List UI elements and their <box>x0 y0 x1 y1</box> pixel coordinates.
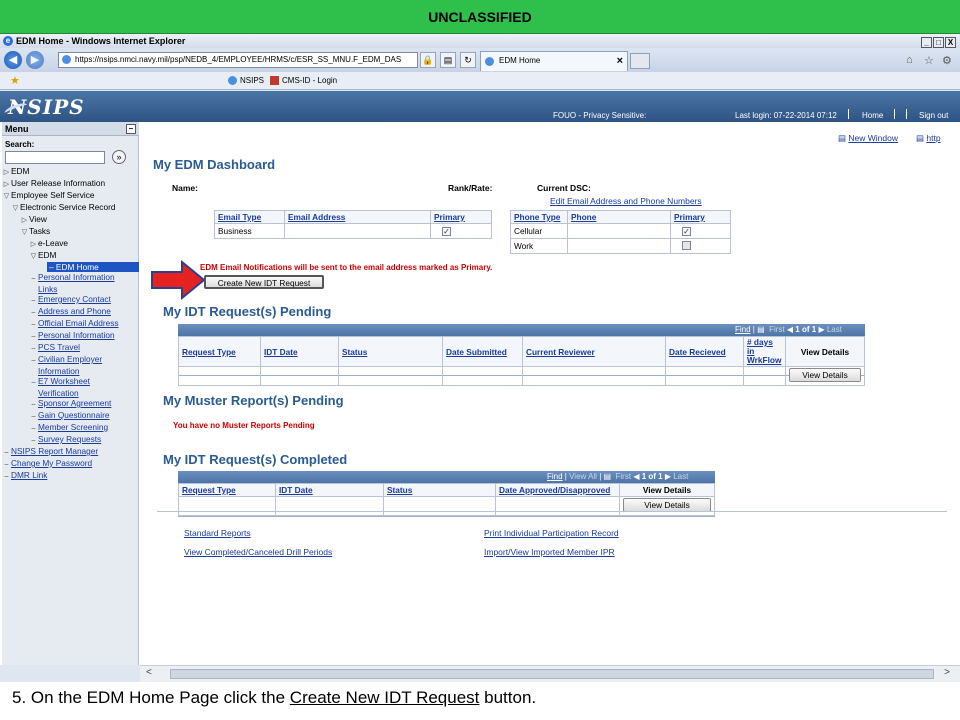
sidebar-item-label: User Release Information <box>11 178 106 188</box>
phone-type-cell: Cellular <box>511 224 568 239</box>
sidebar-item-label: Address and Phone <box>38 306 111 316</box>
address-toolbar <box>0 48 960 72</box>
cellular-primary-checkbox: ✓ <box>683 227 690 236</box>
pending-first-link[interactable]: First <box>769 325 785 334</box>
favorites-add-icon[interactable]: ★ <box>10 75 20 87</box>
email-type-header[interactable]: Email Type <box>215 211 285 224</box>
sidebar-item[interactable] <box>2 354 139 366</box>
email-address-cell <box>285 224 431 239</box>
no-muster-message: You have no Muster Reports Pending <box>173 421 315 430</box>
completed-section-title: My IDT Request(s) Completed <box>163 452 348 467</box>
sidebar-item-label: EDM <box>38 250 57 260</box>
next-page-icon[interactable]: ▶ <box>664 472 671 481</box>
browser-titlebar <box>0 34 960 48</box>
tree-dash-icon: – <box>4 449 9 456</box>
completed-grid-nav: Find | View All | ▤ First ◀ 1 of 1 ▶ Last <box>547 472 689 481</box>
edit-contact-link[interactable]: Edit Email Address and Phone Numbers <box>550 196 702 206</box>
email-primary-checkbox: ✓ <box>443 227 450 236</box>
tree-dash-icon: – <box>4 461 9 468</box>
sidebar-item-label: NSIPS Report Manager <box>11 446 99 456</box>
restore-button[interactable]: □ <box>933 37 944 48</box>
site-globe-icon <box>62 55 71 64</box>
col-days-in-workflow[interactable]: # days in WrkFlow <box>744 337 786 367</box>
pending-section-title: My IDT Request(s) Pending <box>163 304 332 319</box>
sidebar-item[interactable] <box>2 272 139 284</box>
completed-find-link[interactable]: Find <box>547 472 563 481</box>
email-notice: EDM Email Notifications will be sent to the email address marked as Primary. <box>200 263 493 272</box>
col-idt-date[interactable]: IDT Date <box>261 337 339 367</box>
signout-link[interactable]: Sign out <box>919 111 949 120</box>
minimize-button[interactable]: _ <box>921 37 932 48</box>
sidebar-item-label: Personal Information <box>38 330 115 340</box>
sidebar-item[interactable] <box>2 262 139 272</box>
download-icon[interactable]: ▤ <box>603 472 612 481</box>
col-request-type[interactable]: Request Type <box>179 337 261 367</box>
close-window-button[interactable]: X <box>945 37 956 48</box>
tree-dash-icon: – <box>31 413 36 420</box>
completed-viewall-link[interactable]: View All <box>569 472 597 481</box>
caption-button-name: Create New IDT Request <box>289 688 480 707</box>
page-content <box>0 91 960 665</box>
muster-section-title: My Muster Report(s) Pending <box>163 393 344 408</box>
table-row <box>511 224 731 239</box>
sidebar-item-label: EDM <box>11 166 30 176</box>
sidebar-item[interactable] <box>2 238 139 250</box>
favorites-bar <box>0 72 960 90</box>
nsips-logo: NSIPS <box>8 95 85 119</box>
email-address-header[interactable]: Email Address <box>285 211 431 224</box>
tree-dash-icon: – <box>4 473 9 480</box>
col-view-details: View Details <box>786 337 865 367</box>
col-view-details: View Details <box>620 484 715 497</box>
pending-last-link[interactable]: Last <box>826 325 842 334</box>
sidebar-item-label: Electronic Service Record <box>20 202 116 212</box>
red-arrow-icon <box>150 260 206 300</box>
col-idt-date[interactable]: IDT Date <box>276 484 384 497</box>
phone-number-cell <box>568 239 671 254</box>
compatibility-icon[interactable]: ▤ <box>440 52 456 68</box>
nsips-favicon-icon <box>228 76 237 85</box>
header-home-link[interactable]: Home <box>862 111 884 120</box>
tree-dash-icon: – <box>31 425 36 432</box>
col-status[interactable]: Status <box>339 337 443 367</box>
pending-range: 1 of 1 <box>795 325 817 334</box>
prev-page-icon[interactable]: ◀ <box>786 325 794 334</box>
phone-type-header[interactable]: Phone Type <box>511 211 568 224</box>
scroll-left-icon[interactable]: < <box>146 667 152 678</box>
tab-close-icon[interactable]: × <box>616 55 623 67</box>
browser-tab[interactable] <box>480 51 628 71</box>
tree-dash-icon: – <box>31 321 36 328</box>
download-icon[interactable]: ▤ <box>757 325 765 334</box>
tree-dash-icon: – <box>31 357 36 364</box>
favorites-star-icon[interactable]: ☆ <box>924 55 934 67</box>
col-date-received[interactable]: Date Recieved <box>666 337 744 367</box>
name-label: Name: <box>172 183 198 193</box>
favorite-nsips[interactable]: NSIPS <box>228 76 264 85</box>
email-table <box>214 210 492 239</box>
sidebar-item[interactable] <box>2 458 139 470</box>
window-controls <box>920 35 956 49</box>
phone-table <box>510 210 731 254</box>
scrollbar-thumb[interactable] <box>170 669 934 679</box>
tree-dash-icon: – <box>31 333 36 340</box>
sidebar-menu <box>2 122 139 665</box>
sidebar-item[interactable] <box>2 166 139 178</box>
sidebar-item-label: Information <box>38 366 80 376</box>
pending-view-details-button[interactable]: View Details <box>789 368 861 382</box>
menu-search-input[interactable] <box>5 151 105 164</box>
collapsed-arrow-icon: ▷ <box>21 217 28 224</box>
tree-dash-icon: – <box>31 297 36 304</box>
sidebar-item[interactable] <box>2 284 139 294</box>
col-request-type[interactable]: Request Type <box>179 484 276 497</box>
work-primary-checkbox <box>682 241 691 250</box>
pending-table <box>178 336 865 386</box>
sidebar-item-label: Emergency Contact <box>38 294 111 304</box>
instruction-caption: 5. On the EDM Home Page click the Create New IDT Request button. <box>12 688 537 707</box>
print-participation-record-link[interactable]: Print Individual Participation Record <box>484 528 619 538</box>
tab-title: EDM Home <box>499 56 541 65</box>
sidebar-item[interactable] <box>2 250 139 262</box>
sidebar-item-label: Tasks <box>29 226 51 236</box>
sidebar-item[interactable] <box>2 470 139 482</box>
tree-dash-icon: – <box>31 437 36 444</box>
sidebar-item[interactable] <box>2 398 139 410</box>
sidebar-item[interactable] <box>2 366 139 376</box>
divider <box>157 511 947 512</box>
search-go-icon[interactable]: » <box>112 150 126 164</box>
col-date-approved[interactable]: Date Approved/Disapproved <box>496 484 620 497</box>
tree-dash-icon: – <box>31 275 36 282</box>
sidebar-item-label: Verification <box>38 388 79 398</box>
sidebar-item[interactable] <box>2 388 139 398</box>
sidebar-item-label: Personal Information <box>38 272 115 282</box>
tree-dash-icon: – <box>31 345 36 352</box>
new-tab-button[interactable] <box>630 53 650 69</box>
main-panel <box>140 122 960 665</box>
next-page-icon[interactable]: ▶ <box>818 325 825 334</box>
menu-tree <box>2 166 139 482</box>
sidebar-item-label: Links <box>38 284 58 294</box>
sidebar-item[interactable] <box>2 294 139 306</box>
address-bar[interactable] <box>58 52 418 68</box>
table-row <box>179 367 865 386</box>
scroll-right-icon[interactable]: > <box>944 667 950 678</box>
sidebar-item[interactable] <box>2 422 139 434</box>
collapsed-arrow-icon: ▷ <box>3 181 10 188</box>
back-button[interactable]: ◀ <box>4 51 22 69</box>
sidebar-item-label: Gain Questionnaire <box>38 410 110 420</box>
sidebar-item-label: Official Email Address <box>38 318 119 328</box>
sidebar-item[interactable] <box>2 202 139 214</box>
tree-dash-icon: – <box>31 401 36 408</box>
rank-label: Rank/Rate: <box>448 183 493 193</box>
pending-find-link[interactable]: Find <box>735 325 751 334</box>
sidebar-item[interactable] <box>2 330 139 342</box>
last-login: Last login: 07-22-2014 07:12 <box>735 111 837 120</box>
new-window-link[interactable]: ▤ New Window <box>838 133 899 143</box>
lock-icon[interactable]: 🔒 <box>420 52 436 68</box>
help-link[interactable]: ▤ http <box>916 133 941 143</box>
sidebar-item-label: E7 Worksheet <box>38 376 90 386</box>
prev-page-icon[interactable]: ◀ <box>633 472 640 481</box>
table-row <box>215 224 492 239</box>
sidebar-item[interactable] <box>2 190 139 202</box>
sidebar-item-label: PCS Travel <box>38 342 80 352</box>
horizontal-scrollbar[interactable] <box>140 665 960 682</box>
expanded-arrow-icon: ▽ <box>3 193 10 200</box>
sidebar-item[interactable] <box>2 376 139 388</box>
completed-first-link[interactable]: First <box>615 472 632 481</box>
table-row <box>511 239 731 254</box>
sidebar-item-label: Sponsor Agreement <box>38 398 112 408</box>
home-icon[interactable]: ⌂ <box>906 54 913 66</box>
dsc-label: Current DSC: <box>537 183 591 193</box>
address-url: https://nsips.nmci.navy.mil/psp/NEDB_4/EMPLOYEE/HRMS/c/ESR_SS_MNU.F_EDM_DAS <box>75 55 402 64</box>
expanded-arrow-icon: ▽ <box>21 229 28 236</box>
completed-last-link[interactable]: Last <box>673 472 689 481</box>
tools-gear-icon[interactable]: ⚙ <box>942 55 952 67</box>
ie-logo-icon: e <box>3 36 13 46</box>
completed-range: 1 of 1 <box>641 472 663 481</box>
favorite-cms-id[interactable]: CMS-ID - Login <box>270 76 337 85</box>
phone-primary-header[interactable]: Primary <box>671 211 731 224</box>
sidebar-item[interactable] <box>2 214 139 226</box>
menu-header: Menu – <box>2 122 139 136</box>
classification-banner: UNCLASSIFIED <box>0 0 960 34</box>
create-new-idt-request-button[interactable]: Create New IDT Request <box>204 275 324 289</box>
sidebar-item-label: Member Screening <box>38 422 109 432</box>
fouo-notice: FOUO - Privacy Sensitive: <box>553 111 647 120</box>
sidebar-item-label: DMR Link <box>11 470 48 480</box>
sidebar-item-label: – EDM Home <box>47 262 139 272</box>
forward-button[interactable]: ▶ <box>26 51 44 69</box>
page-title: My EDM Dashboard <box>153 157 276 172</box>
col-date-submitted[interactable]: Date Submitted <box>443 337 523 367</box>
view-completed-drills-link[interactable]: View Completed/Canceled Drill Periods <box>184 547 333 557</box>
email-type-cell: Business <box>215 224 285 239</box>
phone-number-cell <box>568 224 671 239</box>
col-current-reviewer[interactable]: Current Reviewer <box>523 337 666 367</box>
collapse-menu-icon[interactable]: – <box>126 124 136 134</box>
sidebar-item-label: View <box>29 214 47 224</box>
search-label: Search: <box>5 140 35 149</box>
sidebar-item[interactable] <box>2 318 139 330</box>
sidebar-item-label: e-Leave <box>38 238 68 248</box>
sidebar-item[interactable] <box>2 434 139 446</box>
completed-view-details-button[interactable]: View Details <box>623 498 711 512</box>
tab-favicon-icon <box>485 57 494 66</box>
collapsed-arrow-icon: ▷ <box>30 241 37 248</box>
sidebar-item[interactable] <box>2 410 139 422</box>
sidebar-item[interactable] <box>2 446 139 458</box>
import-member-ipr-link[interactable]: Import/View Imported Member IPR <box>484 547 615 557</box>
standard-reports-link[interactable]: Standard Reports <box>184 528 251 538</box>
sidebar-item-label: Civilian Employer <box>38 354 103 364</box>
browser-window <box>0 34 960 682</box>
phone-type-cell: Work <box>511 239 568 254</box>
nsips-header <box>0 91 960 122</box>
phone-header[interactable]: Phone <box>568 211 671 224</box>
table-row <box>179 497 715 516</box>
col-status[interactable]: Status <box>384 484 496 497</box>
sidebar-item[interactable] <box>2 342 139 354</box>
tree-dash-icon: – <box>31 379 36 386</box>
pending-grid-nav: Find | ▤ First ◀ 1 of 1 ▶ Last <box>735 325 842 334</box>
sidebar-item-label: Survey Requests <box>38 434 102 444</box>
sidebar-item-label: Change My Password <box>11 458 93 468</box>
sidebar-item-label: Employee Self Service <box>11 190 95 200</box>
sidebar-item[interactable] <box>2 178 139 190</box>
collapsed-arrow-icon: ▷ <box>3 169 10 176</box>
tree-dash-icon: – <box>31 309 36 316</box>
email-primary-header[interactable]: Primary <box>431 211 492 224</box>
expanded-arrow-icon: ▽ <box>30 253 37 260</box>
expanded-arrow-icon: ▽ <box>12 205 19 212</box>
sidebar-item[interactable] <box>2 226 139 238</box>
window-title: EDM Home - Windows Internet Explorer <box>16 36 186 46</box>
cms-flag-icon <box>270 76 279 85</box>
refresh-icon[interactable]: ↻ <box>460 52 476 68</box>
sidebar-item[interactable] <box>2 306 139 318</box>
